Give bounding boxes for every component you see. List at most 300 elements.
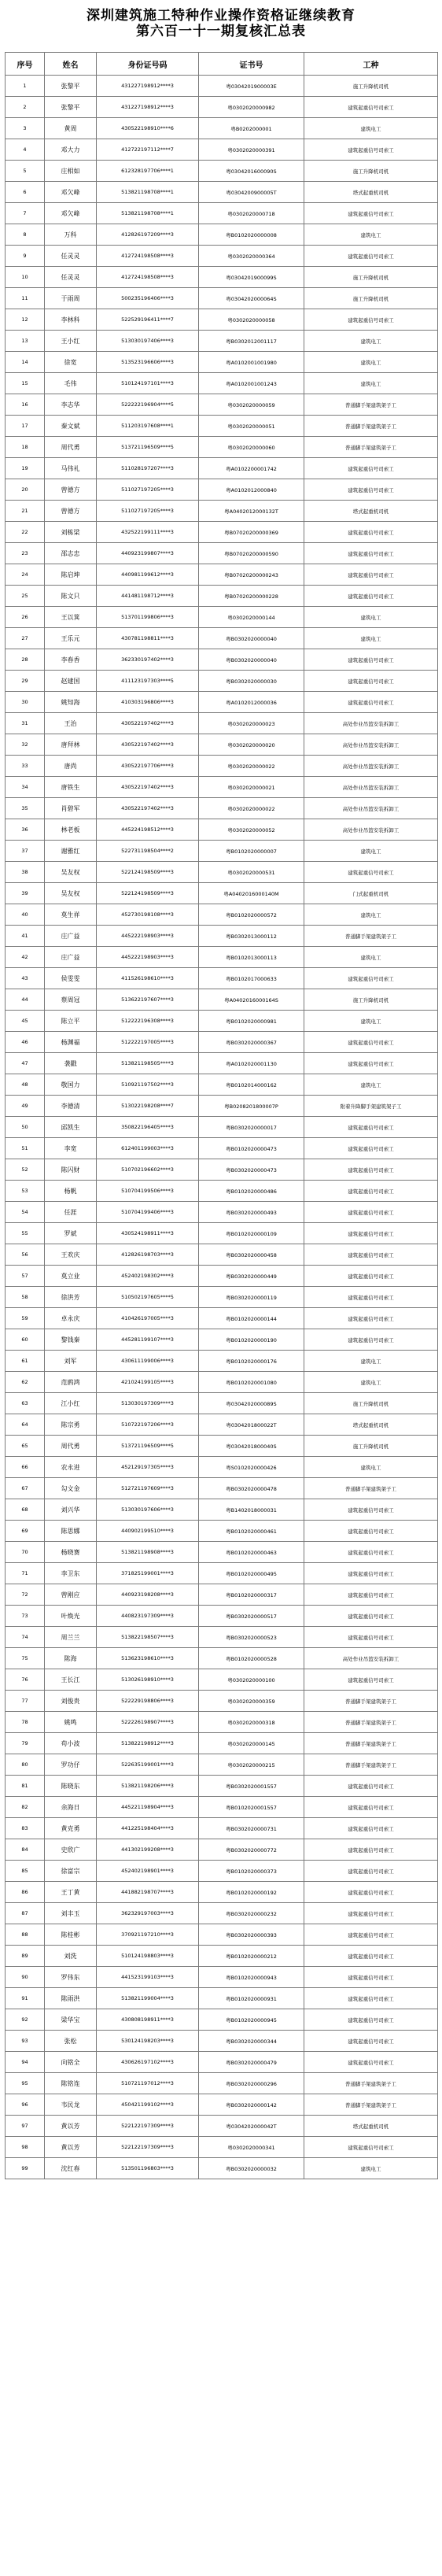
cell-name: 张黎平 — [45, 76, 97, 97]
cell-work-type: 建筑起重信号司索工 — [304, 309, 438, 331]
cell-name: 陈闪财 — [45, 1159, 97, 1181]
cell-id-number: 445222198903****3 — [97, 947, 199, 968]
cell-certificate-number: 粤A0102020001130 — [199, 1053, 304, 1074]
cell-name: 庄广益 — [45, 926, 97, 947]
cell-id-number: 430808198911****3 — [97, 2009, 199, 2031]
cell-certificate-number: 粤B0302020000017 — [199, 1117, 304, 1138]
cell-seq: 53 — [6, 1181, 45, 1202]
cell-id-number: 513523196606****3 — [97, 352, 199, 373]
cell-name: 刘兴华 — [45, 1499, 97, 1521]
cell-name: 曾德方 — [45, 501, 97, 522]
cell-seq: 54 — [6, 1202, 45, 1223]
table-row — [6, 607, 438, 628]
cell-work-type: 建筑电工 — [304, 1074, 438, 1096]
cell-certificate-number: 粤B0302013000112 — [199, 926, 304, 947]
cell-seq: 99 — [6, 2158, 45, 2179]
cell-name: 叶焕光 — [45, 1606, 97, 1627]
cell-seq: 7 — [6, 203, 45, 224]
cell-name: 曾刚应 — [45, 1584, 97, 1606]
cell-certificate-number: 粤A0402012000132T — [199, 501, 304, 522]
cell-work-type: 建筑起重信号司索工 — [304, 1117, 438, 1138]
cell-name: 王治 — [45, 713, 97, 734]
cell-id-number: 445221198904****3 — [97, 1797, 199, 1818]
cell-name: 罗功仔 — [45, 1754, 97, 1776]
cell-certificate-number: 粤B0102020000373 — [199, 1861, 304, 1882]
table-row — [6, 1903, 438, 1924]
cell-seq: 34 — [6, 777, 45, 798]
cell-name: 李林科 — [45, 309, 97, 331]
cell-name: 任灵灵 — [45, 267, 97, 288]
cell-work-type: 建筑电工 — [304, 628, 438, 649]
cell-name: 陈铭连 — [45, 2073, 97, 2094]
cell-seq: 96 — [6, 2094, 45, 2116]
cell-id-number: 513821198206****3 — [97, 1776, 199, 1797]
cell-name: 勾文金 — [45, 1478, 97, 1499]
cell-seq: 62 — [6, 1372, 45, 1393]
table-row — [6, 1882, 438, 1903]
cell-work-type: 塔式起重机司机 — [304, 2116, 438, 2137]
cell-seq: 12 — [6, 309, 45, 331]
cell-name: 苟小波 — [45, 1733, 97, 1754]
cell-work-type: 建筑起重信号司索工 — [304, 1266, 438, 1287]
table-row — [6, 1542, 438, 1563]
cell-id-number: 412826198703****3 — [97, 1244, 199, 1266]
cell-work-type: 建筑电工 — [304, 1457, 438, 1478]
cell-seq: 49 — [6, 1096, 45, 1117]
cell-work-type: 普通脚手架建筑架子工 — [304, 2094, 438, 2116]
cell-id-number: 445281199107****3 — [97, 1329, 199, 1351]
cell-name: 莫生祥 — [45, 904, 97, 926]
cell-work-type: 建筑起重信号司索工 — [304, 522, 438, 543]
table-row — [6, 1478, 438, 1499]
cell-certificate-number: 粤0302020000058 — [199, 309, 304, 331]
cell-seq: 29 — [6, 671, 45, 692]
cell-id-number: 362329197003****3 — [97, 1903, 199, 1924]
cell-seq: 52 — [6, 1159, 45, 1181]
cell-name: 万科 — [45, 224, 97, 246]
cell-id-number: 452730198108****3 — [97, 904, 199, 926]
cell-work-type: 建筑起重信号司索工 — [304, 1202, 438, 1223]
cell-id-number: 513623198610****3 — [97, 1648, 199, 1669]
cell-id-number: 511203197608****1 — [97, 416, 199, 437]
cell-seq: 28 — [6, 649, 45, 671]
cell-name: 黄克勇 — [45, 1818, 97, 1839]
cell-id-number: 522226198907****3 — [97, 1712, 199, 1733]
cell-work-type: 建筑起重信号司索工 — [304, 2052, 438, 2073]
cell-id-number: 370921197210****3 — [97, 1924, 199, 1946]
cell-work-type: 建筑起重信号司索工 — [304, 1563, 438, 1584]
cell-work-type: 塔式起重机司机 — [304, 182, 438, 203]
cell-certificate-number: 粤B0102020000486 — [199, 1181, 304, 1202]
table-row — [6, 1202, 438, 1223]
cell-certificate-number: 粤B0302020000142 — [199, 2094, 304, 2116]
cell-id-number: 522124198509****3 — [97, 862, 199, 883]
table-row — [6, 1117, 438, 1138]
table-row — [6, 1606, 438, 1627]
cell-certificate-number: 粤0304201900099S — [199, 267, 304, 288]
cell-name: 邓大力 — [45, 139, 97, 161]
cell-id-number: 440902199510****3 — [97, 1521, 199, 1542]
table-row — [6, 416, 438, 437]
table-row — [6, 1053, 438, 1074]
cell-certificate-number: 粤A0102001001980 — [199, 352, 304, 373]
cell-name: 王丁黄 — [45, 1882, 97, 1903]
cell-work-type: 建筑起重信号司索工 — [304, 1776, 438, 1797]
cell-id-number: 421024199105****3 — [97, 1372, 199, 1393]
cell-name: 王长江 — [45, 1669, 97, 1691]
cell-seq: 15 — [6, 373, 45, 394]
cell-name: 李德清 — [45, 1096, 97, 1117]
cell-seq: 90 — [6, 1967, 45, 1988]
cell-id-number: 441225198404****3 — [97, 1818, 199, 1839]
table-row — [6, 1712, 438, 1733]
cell-seq: 23 — [6, 543, 45, 564]
table-row — [6, 734, 438, 756]
cell-work-type: 建筑起重信号司索工 — [304, 1669, 438, 1691]
cell-seq: 58 — [6, 1287, 45, 1308]
column-header-name: 姓名 — [45, 53, 97, 76]
cell-work-type: 建筑起重信号司索工 — [304, 139, 438, 161]
cell-work-type: 建筑电工 — [304, 947, 438, 968]
cell-name: 周代勇 — [45, 437, 97, 458]
cell-work-type: 建筑起重信号司索工 — [304, 1988, 438, 2009]
cell-seq: 76 — [6, 1669, 45, 1691]
cell-id-number: 513721196509****5 — [97, 1436, 199, 1457]
cell-name: 陈启坤 — [45, 564, 97, 586]
cell-certificate-number: 粤B0102020000495 — [199, 1563, 304, 1584]
cell-certificate-number: 粤0302020000023 — [199, 713, 304, 734]
cell-name: 刘栋梁 — [45, 522, 97, 543]
cell-certificate-number: 粤B0102020000572 — [199, 904, 304, 926]
cell-certificate-number: 粤B0302020000517 — [199, 1606, 304, 1627]
cell-certificate-number: 粤B0102020000931 — [199, 1988, 304, 2009]
cell-work-type: 建筑起重信号司索工 — [304, 1967, 438, 1988]
cell-id-number: 440923198208****3 — [97, 1584, 199, 1606]
table-row — [6, 947, 438, 968]
cell-name: 刘俊贵 — [45, 1691, 97, 1712]
cell-seq: 88 — [6, 1924, 45, 1946]
cell-id-number: 450421199102****3 — [97, 2094, 199, 2116]
cell-name: 秦文斌 — [45, 416, 97, 437]
cell-name: 李卫东 — [45, 1563, 97, 1584]
cell-seq: 60 — [6, 1329, 45, 1351]
cell-certificate-number: 粤0302020000052 — [199, 819, 304, 841]
cell-work-type: 高处作业吊篮安装拆卸工 — [304, 756, 438, 777]
cell-name: 刘军 — [45, 1351, 97, 1372]
cell-name: 史欣广 — [45, 1839, 97, 1861]
cell-work-type: 普通脚手架建筑架子工 — [304, 1691, 438, 1712]
cell-certificate-number: 粤B0302020000523 — [199, 1627, 304, 1648]
cell-certificate-number: 粤B0302020000040 — [199, 649, 304, 671]
cell-certificate-number: 粤B0302020000232 — [199, 1903, 304, 1924]
cell-certificate-number: 粤0302020000022 — [199, 756, 304, 777]
cell-id-number: 513821198708****1 — [97, 203, 199, 224]
table-row — [6, 926, 438, 947]
cell-name: 杨晓赛 — [45, 1542, 97, 1563]
table-row — [6, 2009, 438, 2031]
cell-name: 王以箕 — [45, 607, 97, 628]
cell-seq: 27 — [6, 628, 45, 649]
cell-id-number: 513030197606****3 — [97, 1499, 199, 1521]
cell-name: 谢雅红 — [45, 841, 97, 862]
cell-id-number: 512721197609****3 — [97, 1478, 199, 1499]
cell-id-number: 522222196904****5 — [97, 394, 199, 416]
cell-seq: 43 — [6, 968, 45, 989]
cell-certificate-number: 粤B1402018000031 — [199, 1499, 304, 1521]
table-row — [6, 1393, 438, 1414]
cell-seq: 31 — [6, 713, 45, 734]
cell-id-number: 612328197706****1 — [97, 161, 199, 182]
table-header-row — [6, 53, 438, 76]
cell-name: 李志华 — [45, 394, 97, 416]
column-header-seq: 序号 — [6, 53, 45, 76]
cell-id-number: 441523199103****3 — [97, 1967, 199, 1988]
cell-name: 邓欠峰 — [45, 182, 97, 203]
cell-id-number: 510702196602****3 — [97, 1159, 199, 1181]
cell-certificate-number: 粤0302020000341 — [199, 2137, 304, 2158]
cell-id-number: 510124197101****3 — [97, 373, 199, 394]
cell-name: 黎钱秦 — [45, 1329, 97, 1351]
cell-work-type: 建筑起重信号司索工 — [304, 649, 438, 671]
cell-name: 唐铁生 — [45, 777, 97, 798]
column-header-id-number: 身份证号码 — [97, 53, 199, 76]
cell-id-number: 510722197206****3 — [97, 1414, 199, 1436]
cell-name: 杨渊福 — [45, 1032, 97, 1053]
cell-work-type: 建筑电工 — [304, 607, 438, 628]
cell-seq: 68 — [6, 1499, 45, 1521]
cell-name: 姚鸣 — [45, 1712, 97, 1733]
cell-certificate-number: 粤B0202000001 — [199, 118, 304, 139]
cell-name: 曾德方 — [45, 479, 97, 501]
cell-seq: 16 — [6, 394, 45, 416]
cell-work-type: 施工升降机司机 — [304, 288, 438, 309]
table-row — [6, 1839, 438, 1861]
cell-id-number: 513821198708****1 — [97, 182, 199, 203]
cell-seq: 9 — [6, 246, 45, 267]
cell-id-number: 441481198712****3 — [97, 586, 199, 607]
table-row — [6, 1159, 438, 1181]
table-row — [6, 331, 438, 352]
cell-seq: 19 — [6, 458, 45, 479]
cell-certificate-number: 粤0302020000051 — [199, 416, 304, 437]
cell-work-type: 普通脚手架建筑架子工 — [304, 926, 438, 947]
cell-certificate-number: 粤B0302020000119 — [199, 1287, 304, 1308]
cell-certificate-number: 粤0304202000089S — [199, 1393, 304, 1414]
cell-id-number: 510704199406****3 — [97, 1202, 199, 1223]
table-row — [6, 1308, 438, 1329]
table-row — [6, 522, 438, 543]
cell-work-type: 建筑电工 — [304, 1351, 438, 1372]
table-row — [6, 777, 438, 798]
cell-id-number: 513822198507****3 — [97, 1627, 199, 1648]
cell-seq: 84 — [6, 1839, 45, 1861]
cell-id-number: 522122197309****3 — [97, 2137, 199, 2158]
cell-certificate-number: 粤B0102020000192 — [199, 1882, 304, 1903]
cell-work-type: 建筑起重信号司索工 — [304, 2031, 438, 2052]
summary-table — [5, 52, 438, 2179]
cell-certificate-number: 粤B0302020000367 — [199, 1032, 304, 1053]
cell-seq: 25 — [6, 586, 45, 607]
cell-seq: 40 — [6, 904, 45, 926]
cell-work-type: 高处作业吊篮安装拆卸工 — [304, 798, 438, 819]
cell-certificate-number: 粤0302020000318 — [199, 1712, 304, 1733]
cell-id-number: 500235196406****3 — [97, 288, 199, 309]
cell-seq: 24 — [6, 564, 45, 586]
cell-name: 刘丰玉 — [45, 1903, 97, 1924]
document-header — [5, 3, 437, 52]
cell-work-type: 建筑起重信号司索工 — [304, 246, 438, 267]
cell-seq: 67 — [6, 1478, 45, 1499]
table-row — [6, 649, 438, 671]
cell-id-number: 522124198509****3 — [97, 883, 199, 904]
table-row — [6, 203, 438, 224]
table-row — [6, 819, 438, 841]
table-row — [6, 267, 438, 288]
table-row — [6, 1733, 438, 1754]
cell-name: 肖碧军 — [45, 798, 97, 819]
cell-name: 周兰兰 — [45, 1627, 97, 1648]
cell-name: 张松 — [45, 2031, 97, 2052]
table-row — [6, 1584, 438, 1606]
cell-seq: 97 — [6, 2116, 45, 2137]
cell-name: 徐宽 — [45, 352, 97, 373]
cell-work-type: 施工升降机司机 — [304, 76, 438, 97]
table-row — [6, 352, 438, 373]
cell-name: 梁华宝 — [45, 2009, 97, 2031]
cell-certificate-number: 粤B0102013000113 — [199, 947, 304, 968]
cell-id-number: 513622197607****3 — [97, 989, 199, 1011]
cell-work-type: 建筑起重信号司索工 — [304, 1181, 438, 1202]
cell-name: 邓欠峰 — [45, 203, 97, 224]
cell-work-type: 建筑起重信号司索工 — [304, 458, 438, 479]
cell-certificate-number: 粤B0102020000463 — [199, 1542, 304, 1563]
table-row — [6, 543, 438, 564]
cell-name: 江小红 — [45, 1393, 97, 1414]
cell-name: 陈雨洪 — [45, 1988, 97, 2009]
cell-certificate-number: 粤S0102020000426 — [199, 1457, 304, 1478]
cell-certificate-number: 粤A0102200001742 — [199, 458, 304, 479]
cell-seq: 98 — [6, 2137, 45, 2158]
cell-work-type: 建筑起重信号司索工 — [304, 1308, 438, 1329]
cell-seq: 26 — [6, 607, 45, 628]
cell-work-type: 建筑起重信号司索工 — [304, 1627, 438, 1648]
cell-work-type: 建筑电工 — [304, 2158, 438, 2179]
cell-name: 陈文只 — [45, 586, 97, 607]
cell-work-type: 建筑起重信号司索工 — [304, 1882, 438, 1903]
cell-certificate-number: 粤A0402016000164S — [199, 989, 304, 1011]
column-header-certificate-number: 证书号 — [199, 53, 304, 76]
table-row — [6, 182, 438, 203]
table-row — [6, 1499, 438, 1521]
cell-work-type: 建筑电工 — [304, 1372, 438, 1393]
cell-name: 徐富宗 — [45, 1861, 97, 1882]
cell-name: 陈晓东 — [45, 1776, 97, 1797]
table-row — [6, 1032, 438, 1053]
cell-id-number: 511028197207****3 — [97, 458, 199, 479]
cell-id-number: 371825199001****3 — [97, 1563, 199, 1584]
cell-certificate-number: 粤B0102020000945 — [199, 2009, 304, 2031]
cell-certificate-number: 粤B0302020000032 — [199, 2158, 304, 2179]
cell-certificate-number: 粤A0102012000036 — [199, 692, 304, 713]
cell-work-type: 建筑电工 — [304, 1011, 438, 1032]
cell-id-number: 510124198803****3 — [97, 1946, 199, 1967]
cell-certificate-number: 粤B0102020000981 — [199, 1011, 304, 1032]
table-row — [6, 1244, 438, 1266]
cell-name: 王小红 — [45, 331, 97, 352]
cell-seq: 33 — [6, 756, 45, 777]
cell-certificate-number: 粤B0102020001557 — [199, 1797, 304, 1818]
cell-seq: 95 — [6, 2073, 45, 2094]
cell-seq: 22 — [6, 522, 45, 543]
cell-name: 沈红春 — [45, 2158, 97, 2179]
cell-id-number: 513022198208****7 — [97, 1096, 199, 1117]
cell-certificate-number: 粤B0102020000176 — [199, 1351, 304, 1372]
table-row — [6, 713, 438, 734]
table-row — [6, 139, 438, 161]
cell-seq: 13 — [6, 331, 45, 352]
cell-id-number: 513026198910****3 — [97, 1669, 199, 1691]
table-row — [6, 1754, 438, 1776]
cell-seq: 71 — [6, 1563, 45, 1584]
cell-id-number: 431227198912****3 — [97, 76, 199, 97]
cell-seq: 20 — [6, 479, 45, 501]
table-row — [6, 479, 438, 501]
column-header-work-type: 工种 — [304, 53, 438, 76]
table-row — [6, 1011, 438, 1032]
cell-name: 杨帆 — [45, 1181, 97, 1202]
cell-name: 唐拜林 — [45, 734, 97, 756]
cell-id-number: 513821198908****3 — [97, 1542, 199, 1563]
cell-seq: 77 — [6, 1691, 45, 1712]
cell-id-number: 430522197402****3 — [97, 734, 199, 756]
table-row — [6, 437, 438, 458]
cell-id-number: 512222197005****3 — [97, 1032, 199, 1053]
cell-id-number: 511027197205****3 — [97, 501, 199, 522]
cell-work-type: 高处作业吊篮安装拆卸工 — [304, 777, 438, 798]
table-row — [6, 394, 438, 416]
cell-seq: 82 — [6, 1797, 45, 1818]
cell-work-type: 普通脚手架建筑架子工 — [304, 2073, 438, 2094]
cell-seq: 36 — [6, 819, 45, 841]
cell-certificate-number: 粤B0102020000007 — [199, 841, 304, 862]
cell-id-number: 441302199208****3 — [97, 1839, 199, 1861]
cell-work-type: 塔式起重机司机 — [304, 1414, 438, 1436]
cell-work-type: 建筑起重信号司索工 — [304, 692, 438, 713]
cell-id-number: 412826197209****3 — [97, 224, 199, 246]
table-row — [6, 904, 438, 926]
cell-id-number: 350822196405****3 — [97, 1117, 199, 1138]
cell-seq: 51 — [6, 1138, 45, 1159]
cell-certificate-number: 粤0304201900003E — [199, 76, 304, 97]
cell-id-number: 430524198911****3 — [97, 1223, 199, 1244]
table-row — [6, 1691, 438, 1712]
cell-name: 黄以芳 — [45, 2137, 97, 2158]
table-row — [6, 1287, 438, 1308]
cell-work-type: 建筑起重信号司索工 — [304, 1861, 438, 1882]
cell-name: 于雨周 — [45, 288, 97, 309]
cell-work-type: 建筑起重信号司索工 — [304, 1159, 438, 1181]
cell-certificate-number: 粤B0302020000478 — [199, 1478, 304, 1499]
table-row — [6, 862, 438, 883]
cell-work-type: 建筑起重信号司索工 — [304, 1606, 438, 1627]
document-title-line-2: 第六百一十一期复核汇总表 — [136, 24, 306, 39]
cell-name: 吴友权 — [45, 883, 97, 904]
cell-id-number: 612401199003****3 — [97, 1138, 199, 1159]
cell-certificate-number: 粤B07020200000228 — [199, 586, 304, 607]
cell-seq: 69 — [6, 1521, 45, 1542]
cell-work-type: 建筑起重信号司索工 — [304, 1521, 438, 1542]
cell-certificate-number: 粤0302020000359 — [199, 1691, 304, 1712]
